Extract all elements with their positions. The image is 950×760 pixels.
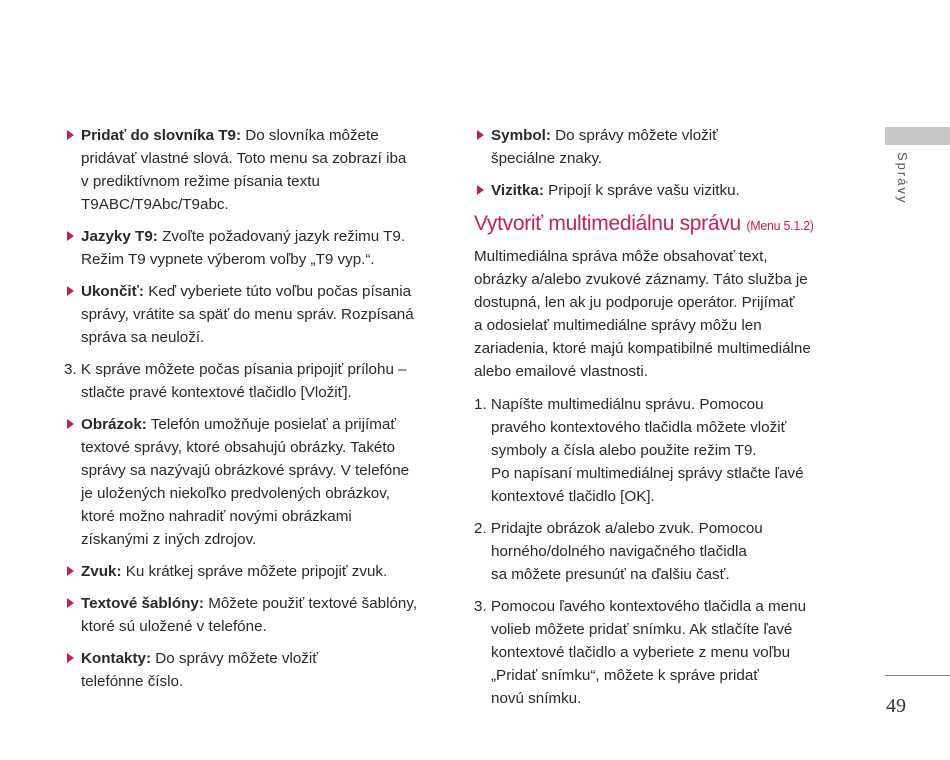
term: Kontakty: — [81, 650, 152, 667]
step-3-attachment: 3. K správe môžete počas písania pripojiť prílohu – stlačte pravé kontextové tlačidlo [Vložiť]. — [64, 361, 407, 401]
term: Zvuk: — [81, 563, 122, 580]
option-business-card: Vizitka: Pripojí k správe vašu vizitku. — [474, 179, 854, 202]
option-exit: Ukončiť: Keď vyberiete túto voľbu počas písania správy, vrátite sa späť do menu správ. Rozpísaná správa sa neuloží. — [64, 280, 444, 349]
bullet-arrow-icon — [67, 653, 74, 663]
bullet-arrow-icon — [477, 130, 484, 140]
step-1: 1. Napíšte multimediálnu správu. Pomocou pravého kontextového tlačidla môžete vložiť symboly a čísla alebo použite režim T9. Po napísaní multimediálnej správy stlačte ľavé kontextové tlačidlo [OK]. — [474, 396, 804, 505]
option-symbol: Symbol: Do správy môžete vložiť špeciálne znaky. — [474, 124, 854, 170]
option-text-templates: Textové šablóny: Môžete použiť textové šablóny, ktoré sú uložené v telefóne. — [64, 592, 444, 638]
bullet-arrow-icon — [477, 185, 484, 195]
left-column — [64, 124, 444, 702]
bullet-arrow-icon — [67, 419, 74, 429]
step-3: 3. Pomocou ľavého kontextového tlačidla a menu volieb môžete pridať snímku. Ak stlačíte ľavé kontextové tlačidlo a vyberiete z menu voľbu „Pridať snímku“, môžete k správe pridať novú snímku. — [474, 598, 807, 707]
option-add-to-dictionary: Pridať do slovníka T9: Do slovníka môžete pridávať vlastné slová. Toto menu sa zobrazí iba v prediktívnom režime písania textu T9ABC/T9Abc/T9abc. — [64, 124, 444, 216]
heading-title: Vytvoriť multimediálnu správu — [474, 212, 741, 235]
term: Jazyky T9: — [81, 228, 158, 245]
chapter-tab — [885, 127, 950, 145]
right-column — [474, 124, 854, 719]
term: Symbol: — [491, 127, 551, 144]
option-contacts: Kontakty: Do správy môžete vložiť telefónne číslo. — [64, 647, 444, 693]
page-number-rule — [885, 675, 950, 676]
step-number: 3. — [474, 598, 487, 615]
menu-reference: (Menu 5.1.2) — [746, 219, 814, 233]
bullet-arrow-icon — [67, 566, 74, 576]
bullet-arrow-icon — [67, 231, 74, 241]
term: Ukončiť: — [81, 283, 144, 300]
section-heading — [474, 211, 854, 239]
chapter-label: Správy — [895, 152, 910, 205]
step-number: 3. — [64, 361, 77, 378]
bullet-arrow-icon — [67, 130, 74, 140]
step-number: 1. — [474, 396, 487, 413]
step-2: 2. Pridajte obrázok a/alebo zvuk. Pomocou horného/dolného navigačného tlačidla sa môžete presunúť na ďalšiu časť. — [474, 520, 763, 583]
option-picture: Obrázok: Telefón umožňuje posielať a prijímať textové správy, ktoré obsahujú obrázky. Takéto správy sa nazývajú obrázkové správy. V telefóne je uložených niekoľko predvolených obrázkov, ktoré možno nahradiť novými obrázkami získanými z iných zdrojov. — [64, 413, 444, 551]
option-t9-languages: Jazyky T9: Zvoľte požadovaný jazyk režimu T9. Režim T9 vypnete výberom voľby „T9 vyp.“. — [64, 225, 444, 271]
bullet-arrow-icon — [67, 286, 74, 296]
term: Textové šablóny: — [81, 595, 204, 612]
page-number: 49 — [886, 695, 906, 717]
bullet-arrow-icon — [67, 598, 74, 608]
step-number: 2. — [474, 520, 487, 537]
intro-paragraph: Multimediálna správa môže obsahovať text, obrázky a/alebo zvukové záznamy. Táto služba je dostupná, len ak ju podporuje operátor. Prijímať a odosielať multimediálne správy môžu len zariadenia, ktoré majú kompatibilné multimediálne alebo emailové vlastnosti. — [474, 248, 811, 380]
term: Pridať do slovníka T9: — [81, 127, 242, 144]
term: Vizitka: — [491, 182, 544, 199]
term: Obrázok: — [81, 416, 147, 433]
option-sound: Zvuk: Ku krátkej správe môžete pripojiť zvuk. — [64, 560, 444, 583]
